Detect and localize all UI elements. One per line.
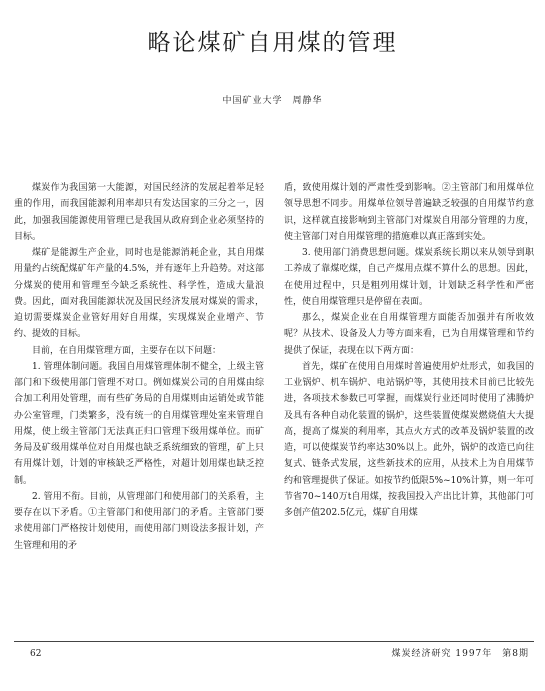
paragraph: 目前，在自用煤管理方面，主要存在以下问题： xyxy=(32,345,222,356)
page-number: 62 xyxy=(30,649,42,659)
paragraph: 3. 使用部门消费思想问题。煤炭系统长期以来从领导到职工养成了靠煤吃煤，自己产煤用点煤不算什么的思想。因此，在使用过程中，只是粗列用煤计划，计划缺乏科学性和严密性，使自用煤管理只是停留在表面。 xyxy=(284,248,534,307)
paragraph: 那么，煤炭企业在自用煤管理方面能否加强并有所收效呢？从技术、设备及人力等方面来看，已为自用煤管理和节约提供了保证，表现在以下两方面： xyxy=(284,313,534,356)
left-text-column xyxy=(14,180,264,635)
right-text-column xyxy=(284,180,534,635)
paragraph: 煤矿是能源生产企业，同时也是能源消耗企业，其自用煤用量约占统配煤矿年产量的4.5%，并有逐年上升趋势。对这部分煤炭的使用和管理至今缺乏系统性、科学性，造成大量浪费。因此，面对我国能源状况及国民经济发展对煤炭的需求，迫切需要煤炭企业管好用好自用煤，实现煤炭企业增产、节约、提效的目标。 xyxy=(14,248,264,340)
paragraph: 首先，煤矿在使用自用煤时普遍使用炉灶形式，如我国的工业锅炉、机车锅炉、电站锅炉等，其使用技术目前已比较先进，各项技术参数已可掌握，而煤炭行业还同时使用了沸腾炉及具有各种自动化装置的锅炉，这些装置使煤炭燃烧值大大提高，提高了煤炭的利用率，其点火方式的改革及锅炉装置的改造，可以使煤炭节约率达30%以上。此外，锅炉的改造已向往复式、链条式发展，这些新技术的应用，从技术上为自用煤节约和管理提供了保证。如按节约低限5%~10%计算，则一年可节省70~140万t自用煤，按我国投入产出比计算，其他部门可多创产值202.5亿元，煤矿自用煤 xyxy=(284,361,534,518)
author-affiliation: 中国矿业大学 周静华 xyxy=(222,96,323,106)
paragraph-continued: 盾，致使用煤计划的严肃性受到影响。②主管部门和用煤单位领导思想不同步。用煤单位领导普遍缺乏较强的自用煤节约意识，这样就直接影响到主管部门对煤炭自用部分管理的力度，使主管部门对自用煤管理的措施难以真正落到实处。 xyxy=(284,183,534,242)
paragraph: 1. 管理体制问题。我国自用煤管理体制不健全，上级主管部门和下级使用部门管理不对口。例如煤炭公司的自用煤由综合加工利用处管理，而有些矿务局的自用煤则由运销处或节能办公室管理，门类繁多，没有统一的自用煤管理处室来管理自用煤，使上级主管部门无法真正归口管理下级用煤单位。而矿务局及矿级用煤单位对自用煤也缺乏系统细致的管理，矿上只有用煤计划，计划的审核缺乏严格性，对超计划用煤也缺乏控制。 xyxy=(14,361,264,486)
paragraph: 煤炭作为我国第一大能源，对国民经济的发展起着举足轻重的作用，而我国能源利用率却只有发达国家的三分之一，因此，加强我国能源使用管理已是我国从政府到企业必须坚持的目标。 xyxy=(14,183,264,242)
paragraph: 2. 管用不衔。目前，从管理部门和使用部门的关系看，主要存在以下矛盾。①主管部门和使用部门的矛盾。主管部门要求使用部门严格按计划使用，而使用部门则设法多报计划，产生管理和用的矛 xyxy=(14,491,264,551)
article-title: 略论煤矿自用煤的管理 xyxy=(147,30,398,56)
journal-issue: 煤炭经济研究 1997年 第8期 xyxy=(391,649,529,659)
footer-rule xyxy=(14,641,534,642)
